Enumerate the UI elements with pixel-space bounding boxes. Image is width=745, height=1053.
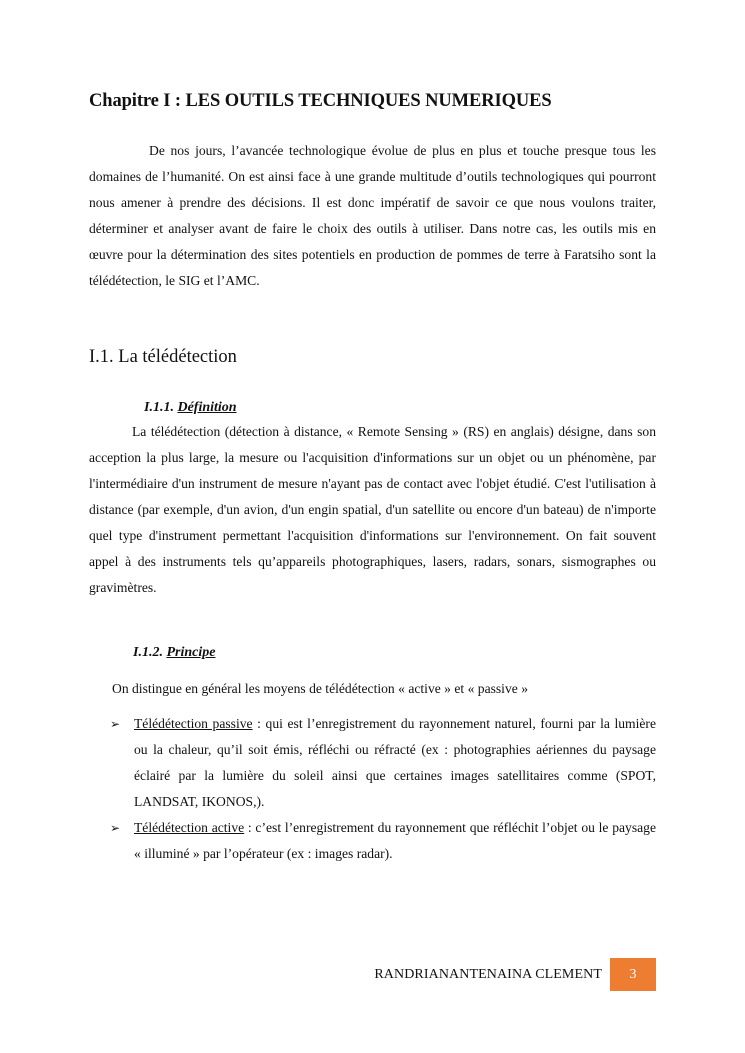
- page-content: [89, 88, 656, 867]
- principle-bullet-list: [89, 711, 656, 867]
- definition-heading: [89, 395, 656, 421]
- intro-paragraph: De nos jours, l’avancée technologique évolue de plus en plus et touche presque tous les domaines de l’humanité. On est ainsi face à une grande multitude d’outils technologiques qui pourront nous amener à prendre des décisions. Il est donc impératif de savoir ce que nous voulons traiter, déterminer et analyser avant de faire le choix des outils à utiliser. Dans notre cas, les outils mis en œuvre pour la détermination des sites potentiels en production de pommes de terre à Faratsiho sont la télédétection, le SIG et l’AMC.: [89, 143, 656, 288]
- bullet-term: Télédétection active: [134, 820, 245, 835]
- list-item: [110, 711, 656, 815]
- definition-number: I.1.1.: [144, 400, 174, 415]
- principle-label: Principe: [166, 645, 216, 660]
- definition-paragraph: La télédétection (détection à distance, « Remote Sensing » (RS) en anglais) désigne, dans son acception la plus large, la mesure ou l'acquisition d'informations sur un objet ou un phénomène, par l'intermédiaire d'un instrument de mesure n'ayant pas de contact avec l'objet étudié. C'est l'utilisation à distance (par exemple, d'un avion, d'un engin spatial, d'un satellite ou encore d'un bateau) de n'importe quel type d'instrument permettant l'acquisition d'informations sur l'environnement. On fait souvent appel à des instruments tels qu’appareils photographiques, lasers, radars, sonars, sismographes ou gravimètres.: [89, 424, 656, 595]
- principle-number: I.1.2.: [133, 645, 163, 660]
- page-footer: [300, 958, 656, 991]
- definition-label: Définition: [177, 400, 237, 415]
- bullet-term: Télédétection passive: [134, 716, 253, 731]
- section-title: I.1. La télédétection: [89, 347, 237, 367]
- footer-author: RANDRIANANTENAINA CLEMENT: [374, 967, 602, 982]
- principle-heading: [89, 640, 656, 666]
- bullet-text: : c’est l’enregistrement du rayonnement que réfléchit l’objet ou le paysage « illuminé » par l’opérateur (ex : images radar).: [134, 820, 656, 861]
- bullet-text: : qui est l’enregistrement du rayonnement naturel, fourni par la lumière ou la chaleur, qu’il soit émis, réfléchi ou réfracté (ex : photographies aériennes du paysage éclairé par la lumière du soleil ainsi que certaines images satellitaires comme (SPOT, LANDSAT, IKONOS,).: [134, 716, 656, 809]
- arrow-bullet-icon: ➢: [110, 717, 121, 731]
- list-item: [110, 815, 656, 867]
- page-number-badge: 3: [610, 958, 656, 991]
- chapter-title: Chapitre I : LES OUTILS TECHNIQUES NUMERIQUES: [89, 91, 552, 111]
- principle-lead: On distingue en général les moyens de télédétection « active » et « passive »: [112, 681, 528, 696]
- arrow-bullet-icon: ➢: [110, 821, 121, 835]
